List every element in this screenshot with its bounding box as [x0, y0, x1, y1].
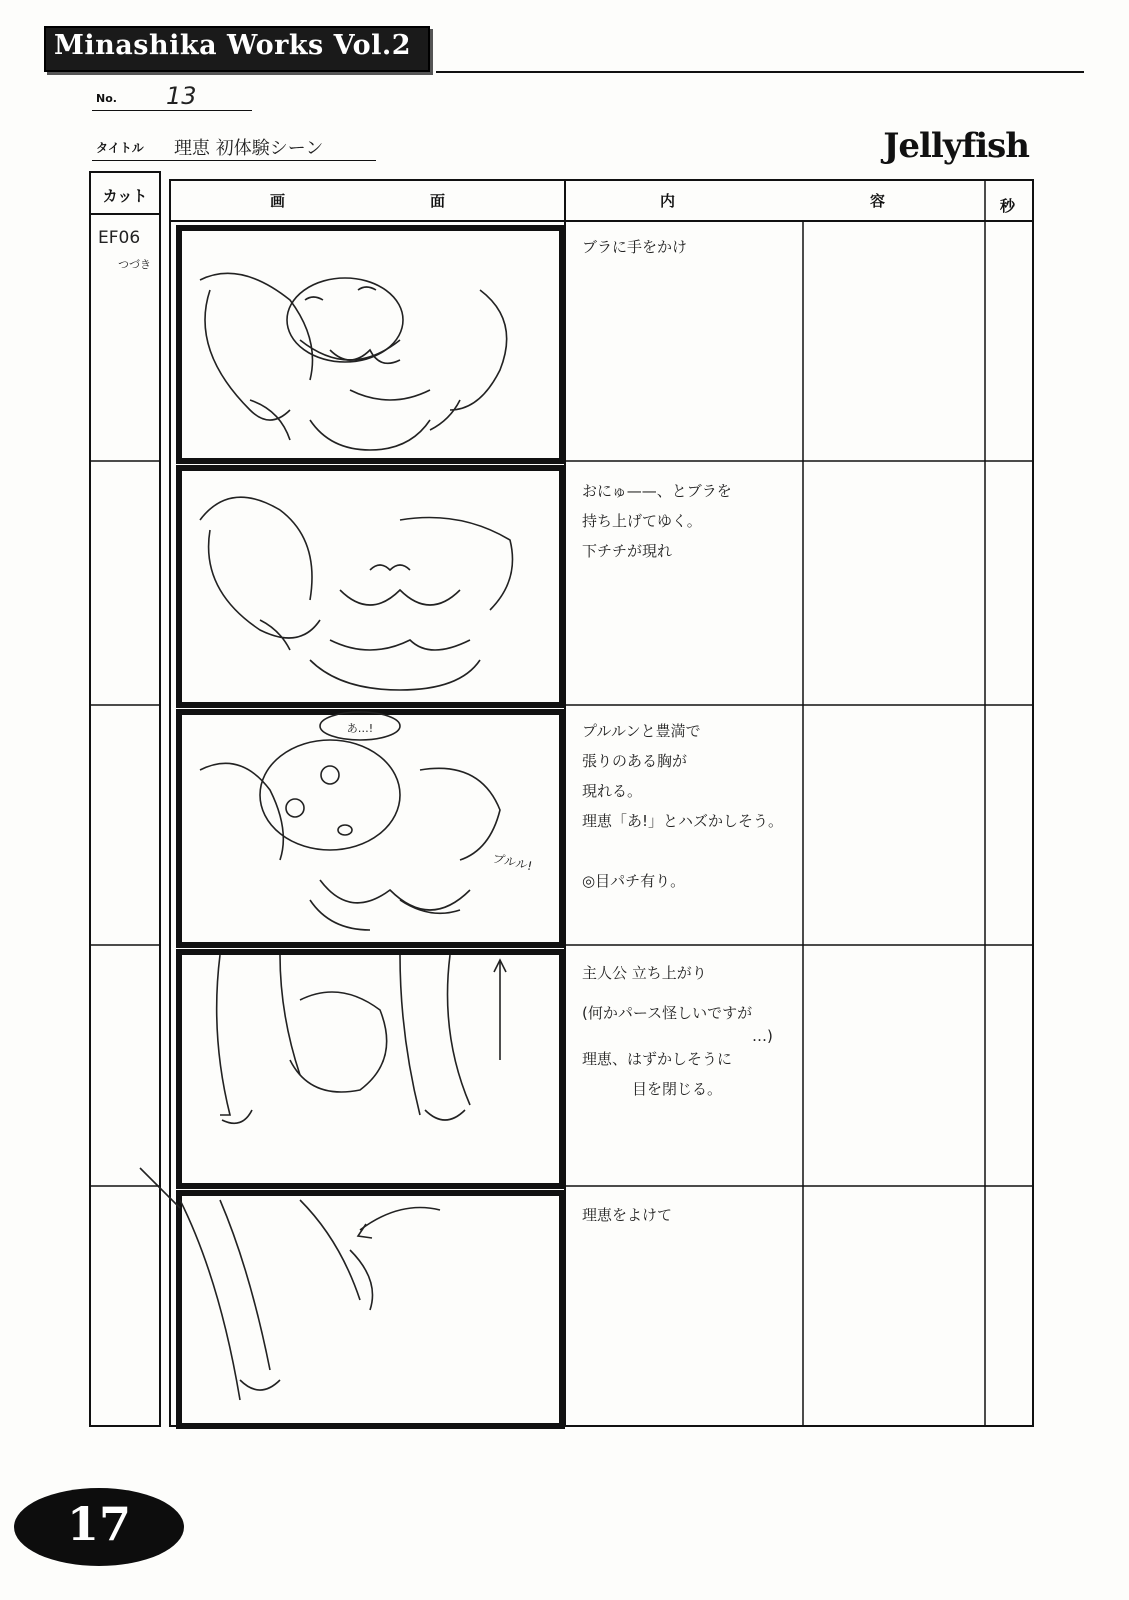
- panel-2-sketch: [200, 497, 513, 690]
- panel-1-sketch: [200, 273, 507, 450]
- panel-frame-3: [179, 712, 562, 945]
- row-4-line-3: …): [752, 1027, 773, 1045]
- row-4-line-5: 目を閉じる。: [632, 1080, 723, 1098]
- col-screen-header-2: 面: [430, 192, 446, 210]
- row-2-line-3: 下チチが現れ: [582, 542, 673, 560]
- title-value: 理恵 初体験シーン: [174, 138, 324, 159]
- no-label: No.: [96, 92, 117, 105]
- col-cut-header: カット: [102, 187, 148, 205]
- col-content-header-2: 容: [870, 192, 886, 210]
- row-4-line-2: (何かパース怪しいですが: [582, 1004, 753, 1022]
- row-3-line-3: 現れる。: [582, 782, 643, 800]
- row-1-line-1: ブラに手をかけ: [582, 238, 688, 256]
- row-1-description: [582, 232, 687, 262]
- row-3-line-1: プルルンと豊満で: [582, 722, 701, 740]
- row-4-description: [582, 958, 773, 1104]
- row-3-line-5: [582, 836, 783, 866]
- cut-column-border: [90, 172, 160, 1426]
- panel-3-sketch: [200, 712, 500, 930]
- row-3-description: [582, 716, 783, 896]
- panel-frame-4: [179, 952, 562, 1186]
- panel-frame-1: [179, 228, 562, 461]
- row-2-line-1: おにゅ——、とブラを: [582, 482, 732, 500]
- col-seconds-header: 秒: [1000, 197, 1016, 215]
- row-3-line-6: ◎目パチ有り。: [582, 872, 686, 890]
- row-3-line-4: 理恵「あ!」とハズかしそう。: [582, 812, 784, 830]
- row-5-description: [582, 1200, 672, 1230]
- row-4-line-4: 理恵、はずかしそうに: [582, 1050, 733, 1068]
- no-value: 13: [166, 82, 197, 110]
- cut-number: EF06: [98, 228, 141, 248]
- panel-frame-2: [179, 468, 562, 705]
- panel-4-sketch: [217, 955, 506, 1123]
- row-4-line-1: 主人公 立ち上がり: [582, 964, 707, 982]
- row-3-line-2: 張りのある胸が: [582, 752, 688, 770]
- page-number: 17: [66, 1497, 131, 1551]
- col-screen-header-1: 画: [270, 192, 286, 210]
- row-2-line-2: 持ち上げてゆく。: [582, 512, 702, 530]
- speech-bubble: あ…!: [346, 722, 374, 735]
- col-content-header-1: 内: [660, 192, 676, 210]
- row-2-description: [582, 476, 732, 566]
- row-5-line-1: 理恵をよけて: [582, 1206, 673, 1224]
- sfx-text: プルル!: [491, 851, 534, 874]
- cut-note: つづき: [118, 258, 151, 271]
- series-title: Minashika Works Vol.2: [54, 30, 412, 61]
- panel-5-sketch: [140, 1168, 440, 1400]
- title-label: タイトル: [96, 141, 144, 155]
- logo-text: Jellyfish: [883, 126, 1029, 166]
